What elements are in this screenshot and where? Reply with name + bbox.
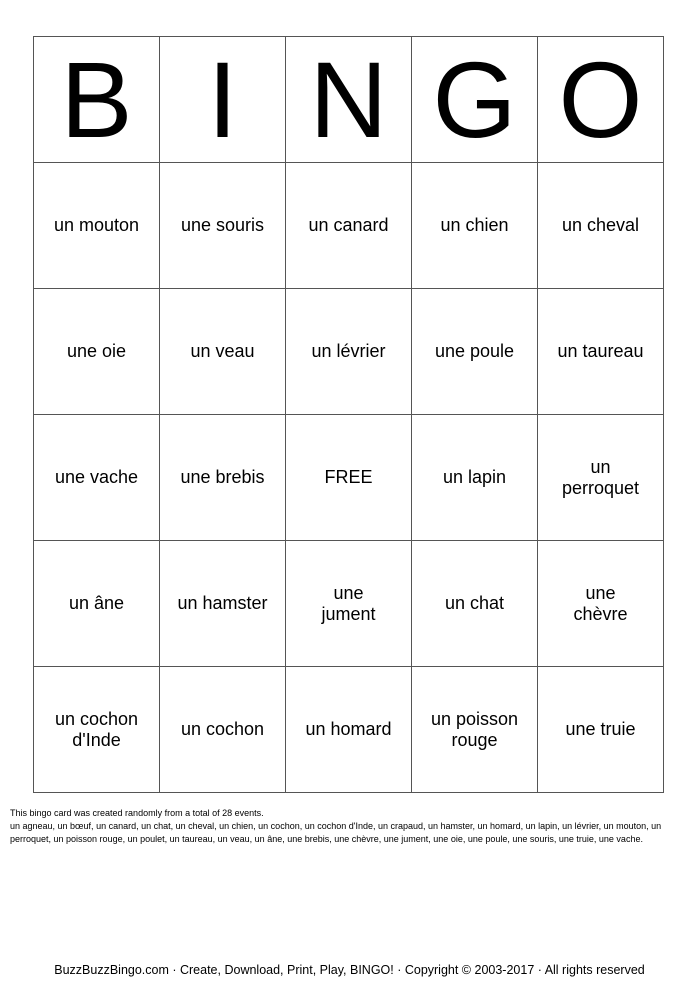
bingo-cell xyxy=(160,541,286,667)
bingo-header-row xyxy=(34,37,664,163)
cell-text: une jument xyxy=(321,582,376,624)
bingo-cell xyxy=(160,163,286,289)
bingo-cell xyxy=(34,415,160,541)
cell-text: un chien xyxy=(440,215,509,235)
cell-text: un chat xyxy=(444,593,505,613)
header-letter: I xyxy=(160,37,286,163)
bingo-cell xyxy=(538,163,664,289)
bingo-cell xyxy=(412,541,538,667)
card-info-intro: This bingo card was created randomly from a total of 28 events. xyxy=(10,808,264,818)
bingo-cell xyxy=(286,289,412,415)
header-letter: G xyxy=(412,37,538,163)
cell-text: un lapin xyxy=(442,467,507,487)
bingo-cell xyxy=(538,415,664,541)
bingo-row xyxy=(34,541,664,667)
cell-text: un mouton xyxy=(53,215,140,235)
header-letter: O xyxy=(538,37,664,163)
bingo-cell xyxy=(34,163,160,289)
cell-text: un canard xyxy=(308,215,389,235)
free-space-cell xyxy=(286,415,412,541)
bingo-row xyxy=(34,163,664,289)
card-info-events: un agneau, un bœuf, un canard, un chat, un cheval, un chien, un cochon, un cochon d'Inde, un crapaud, un hamster, un homard, un lapin, un lévrier, un mouton, un perroquet, un poisson rouge, un poulet, un taureau, un veau, un âne, une brebis, une chèvre, une jument, une oie, une poule, une souris, une truie, une vache. xyxy=(10,821,662,844)
cell-text: un homard xyxy=(305,719,392,739)
cell-text: une brebis xyxy=(180,467,265,487)
bingo-cell xyxy=(412,163,538,289)
bingo-cell xyxy=(160,415,286,541)
card-info xyxy=(10,807,694,846)
bingo-cell xyxy=(538,289,664,415)
bingo-cell xyxy=(412,415,538,541)
bingo-cell xyxy=(538,667,664,793)
bingo-cell xyxy=(160,289,286,415)
cell-text: une chèvre xyxy=(573,582,628,624)
cell-text: une poule xyxy=(434,341,515,361)
cell-text: un poisson rouge xyxy=(430,708,519,750)
cell-text: une truie xyxy=(565,719,636,739)
cell-text: une oie xyxy=(66,341,127,361)
cell-text: un perroquet xyxy=(561,456,640,498)
bingo-cell xyxy=(34,289,160,415)
bingo-card xyxy=(33,36,664,793)
bingo-row xyxy=(34,415,664,541)
bingo-cell xyxy=(286,667,412,793)
bingo-cell xyxy=(34,667,160,793)
bingo-cell xyxy=(286,541,412,667)
header-letter: B xyxy=(34,37,160,163)
bingo-cell xyxy=(412,289,538,415)
bingo-cell xyxy=(160,667,286,793)
cell-text: un cochon d'Inde xyxy=(54,708,139,750)
cell-text: un lévrier xyxy=(311,341,386,361)
bingo-cell xyxy=(286,163,412,289)
cell-text: un hamster xyxy=(177,593,268,613)
bingo-cell xyxy=(412,667,538,793)
cell-text: une souris xyxy=(180,215,265,235)
bingo-row xyxy=(34,667,664,793)
cell-text: un veau xyxy=(190,341,255,361)
cell-text: un cheval xyxy=(561,215,640,235)
site-footer: BuzzBuzzBingo.com · Create, Download, Print, Play, BINGO! · Copyright © 2003-2017 · All rights reserved xyxy=(54,963,645,977)
cell-text: un âne xyxy=(68,593,125,613)
bingo-cell xyxy=(538,541,664,667)
header-letter: N xyxy=(286,37,412,163)
cell-text: une vache xyxy=(54,467,139,487)
free-space-text: FREE xyxy=(324,467,373,487)
bingo-row xyxy=(34,289,664,415)
cell-text: un cochon xyxy=(180,719,265,739)
bingo-cell xyxy=(34,541,160,667)
cell-text: un taureau xyxy=(557,341,644,361)
